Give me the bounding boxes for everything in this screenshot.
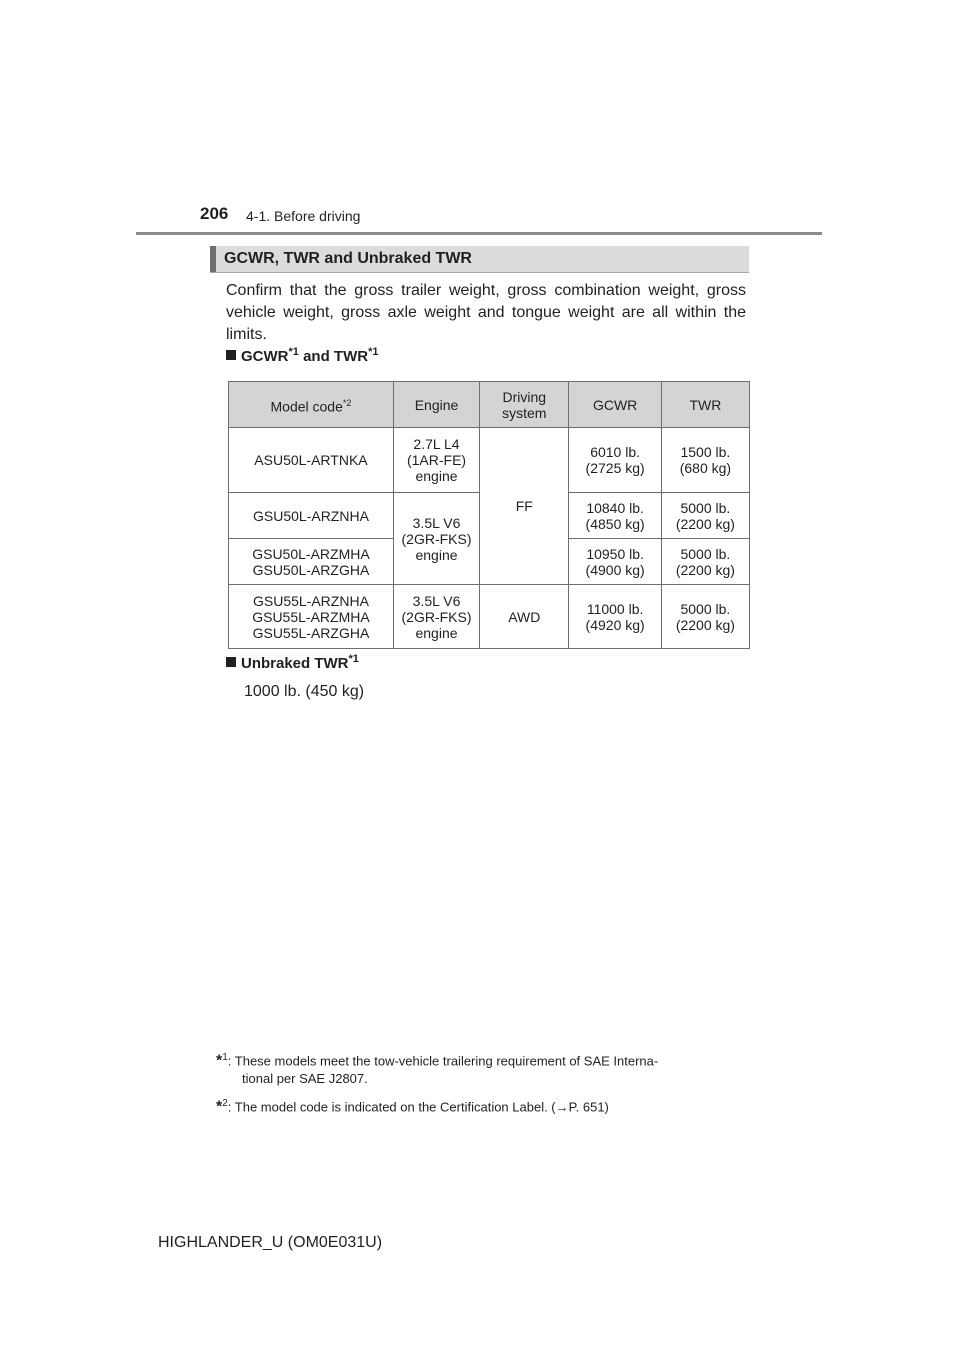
page-number: 206 (200, 204, 229, 223)
header-model-code: Model code$^{*2}$ (229, 382, 394, 428)
table-row (229, 585, 750, 649)
arrow-right-icon: → (555, 1099, 569, 1115)
twr-cell: 5000 lb. (2200 kg) (661, 585, 749, 649)
twr-cell: 5000 lb. (2200 kg) (661, 493, 749, 539)
header-divider (136, 232, 822, 235)
model-cell: ASU50L-ARTNKA (229, 428, 394, 493)
unbraked-twr-heading: Unbraked TWR$^{*1}$ (226, 653, 359, 672)
twr-cell: 1500 lb. (680 kg) (661, 428, 749, 493)
engine-cell: 3.5L V6 (2GR-FKS) engine (393, 493, 479, 585)
square-bullet-icon (226, 657, 236, 667)
footnote-2: *$^2$: The model code is indicated on the Certification Label. (→P. 651) (216, 1098, 609, 1116)
gcwr-cell: 10840 lb. (4850 kg) (569, 493, 661, 539)
gcwr-cell: 10950 lb. (4900 kg) (569, 539, 661, 585)
header-twr: TWR (661, 382, 749, 428)
intro-paragraph: Confirm that the gross trailer weight, gross combination weight, gross vehicle weight, gross axle weight and tongue weight are all within the limits. (226, 282, 746, 343)
unbraked-twr-value: 1000 lb. (450 kg) (244, 683, 365, 700)
engine-cell: 3.5L V6 (2GR-FKS) engine (393, 585, 479, 649)
section-title-bar (210, 246, 749, 273)
section-title: GCWR, TWR and Unbraked TWR (224, 250, 472, 267)
header-gcwr: GCWR (569, 382, 661, 428)
driving-system-cell: FF (480, 428, 569, 585)
footnote-1: *$^1$: These models meet the tow-vehicle trailering requirement of SAE Interna- tional per SAE J2807. (216, 1052, 659, 1087)
footer-manual-id: HIGHLANDER_U (OM0E031U) (158, 1234, 383, 1251)
gcwr-cell: 6010 lb. (2725 kg) (569, 428, 661, 493)
table-header-row (229, 382, 750, 428)
engine-cell: 2.7L L4 (1AR-FE) engine (393, 428, 479, 493)
model-cell: GSU50L-ARZNHA (229, 493, 394, 539)
page-reference-link[interactable]: P. 651) (568, 1099, 609, 1115)
square-bullet-icon (226, 350, 236, 360)
model-cell: GSU50L-ARZMHA GSU50L-ARZGHA (229, 539, 394, 585)
gcwr-twr-table (228, 381, 750, 649)
table-row (229, 428, 750, 493)
gcwr-twr-heading: GCWR$^{*1}$ and TWR$^{*1}$ (226, 346, 378, 365)
gcwr-cell: 11000 lb. (4920 kg) (569, 585, 661, 649)
header-engine: Engine (393, 382, 479, 428)
section-breadcrumb: 4-1. Before driving (246, 208, 361, 224)
header-driving-system: Driving system (480, 382, 569, 428)
twr-cell: 5000 lb. (2200 kg) (661, 539, 749, 585)
model-cell: GSU55L-ARZNHA GSU55L-ARZMHA GSU55L-ARZGHA (229, 585, 394, 649)
title-accent-bar (210, 246, 216, 272)
driving-system-cell: AWD (480, 585, 569, 649)
